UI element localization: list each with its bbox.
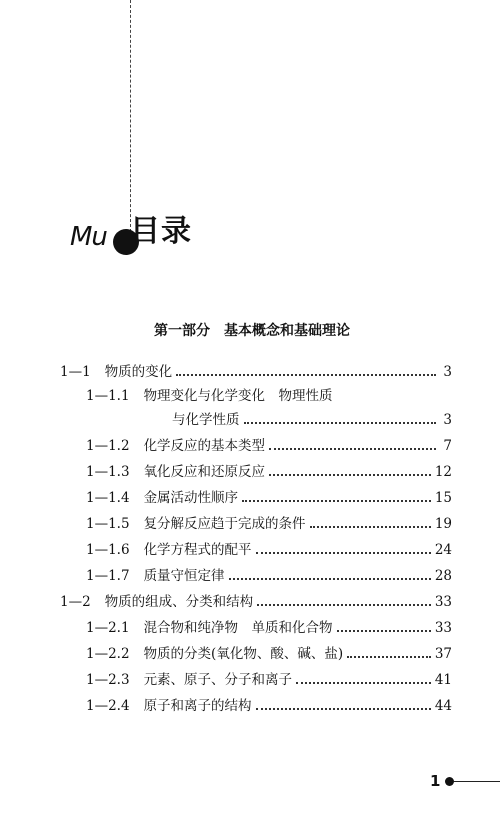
toc-page: 12 xyxy=(434,464,452,480)
toc-entry-section[interactable] xyxy=(60,590,452,612)
toc-page: 33 xyxy=(434,594,452,610)
toc-title: 物质的分类(氧化物、酸、碱、盐) xyxy=(143,646,344,662)
footer-dot-icon xyxy=(445,777,454,786)
toc-number: 1—2.1 xyxy=(86,620,130,636)
toc-number: 1—1.2 xyxy=(86,438,130,454)
toc-entry[interactable] xyxy=(86,538,452,560)
toc-leader xyxy=(269,447,436,450)
toc-entry[interactable] xyxy=(86,434,452,456)
toc-page: 3 xyxy=(443,364,452,380)
toc-page: 15 xyxy=(434,490,452,506)
toc-title: 化学反应的基本类型 xyxy=(143,438,266,454)
toc-title: 化学方程式的配平 xyxy=(143,542,252,558)
toc-leader xyxy=(347,655,431,658)
page-title: 目录 xyxy=(130,214,192,249)
toc-title: 与化学性质 xyxy=(172,412,240,428)
toc-title: 金属活动性顺序 xyxy=(143,490,239,506)
toc-entry[interactable] xyxy=(86,384,452,406)
toc-leader xyxy=(229,577,431,580)
toc-entry[interactable] xyxy=(86,668,452,690)
toc-entry[interactable] xyxy=(86,564,452,586)
part-heading: 第一部分 基本概念和基础理论 xyxy=(154,323,350,339)
toc-entry[interactable] xyxy=(86,460,452,482)
toc-leader xyxy=(244,421,437,424)
toc-leader xyxy=(296,681,431,684)
toc-page: 7 xyxy=(443,438,452,454)
toc-page: 24 xyxy=(434,542,452,558)
footer-rule xyxy=(454,781,500,782)
mu-label: Mu xyxy=(70,222,107,252)
toc-number: 1—1.3 xyxy=(86,464,130,480)
toc-number: 1—1 xyxy=(60,364,91,380)
toc-number: 1—1.4 xyxy=(86,490,130,506)
toc-entry[interactable] xyxy=(86,642,452,664)
toc-leader xyxy=(242,499,431,502)
toc-number: 1—2.2 xyxy=(86,646,130,662)
toc-leader xyxy=(269,473,431,476)
toc-leader xyxy=(256,707,431,710)
toc-title: 元素、原子、分子和离子 xyxy=(143,672,293,688)
toc-page: 28 xyxy=(434,568,452,584)
toc-page: 41 xyxy=(434,672,452,688)
toc-number: 1—2.3 xyxy=(86,672,130,688)
toc-number: 1—1.7 xyxy=(86,568,130,584)
toc-leader xyxy=(310,525,431,528)
toc-page: 3 xyxy=(443,412,452,428)
toc-number: 1—1.6 xyxy=(86,542,130,558)
toc-page: 37 xyxy=(434,646,452,662)
toc-leader xyxy=(176,373,436,376)
toc-entry[interactable] xyxy=(86,512,452,534)
toc-title: 物理变化与化学变化 物理性质 xyxy=(143,388,333,404)
toc-entry-section[interactable] xyxy=(60,360,452,382)
toc-entry[interactable] xyxy=(86,486,452,508)
footer-page-number: 1 xyxy=(430,772,441,790)
vertical-dashed-line xyxy=(130,0,132,232)
toc-title: 质量守恒定律 xyxy=(143,568,225,584)
toc-title: 物质的变化 xyxy=(104,364,173,380)
toc-leader xyxy=(256,551,431,554)
toc-number: 1—2.4 xyxy=(86,698,130,714)
toc-page: 33 xyxy=(434,620,452,636)
toc-title: 物质的组成、分类和结构 xyxy=(104,594,254,610)
toc-leader xyxy=(337,629,431,632)
toc-title: 氧化反应和还原反应 xyxy=(143,464,266,480)
toc-entry[interactable] xyxy=(86,694,452,716)
toc-title: 复分解反应趋于完成的条件 xyxy=(143,516,306,532)
toc-leader xyxy=(257,603,431,606)
toc-title: 原子和离子的结构 xyxy=(143,698,252,714)
toc-page: 44 xyxy=(434,698,452,714)
toc-entry[interactable] xyxy=(86,616,452,638)
toc-number: 1—1.5 xyxy=(86,516,130,532)
toc-number: 1—2 xyxy=(60,594,91,610)
toc-entry-continuation[interactable] xyxy=(172,408,452,430)
toc-title: 混合物和纯净物 单质和化合物 xyxy=(143,620,333,636)
toc-number: 1—1.1 xyxy=(86,388,130,404)
toc-page: 19 xyxy=(434,516,452,532)
